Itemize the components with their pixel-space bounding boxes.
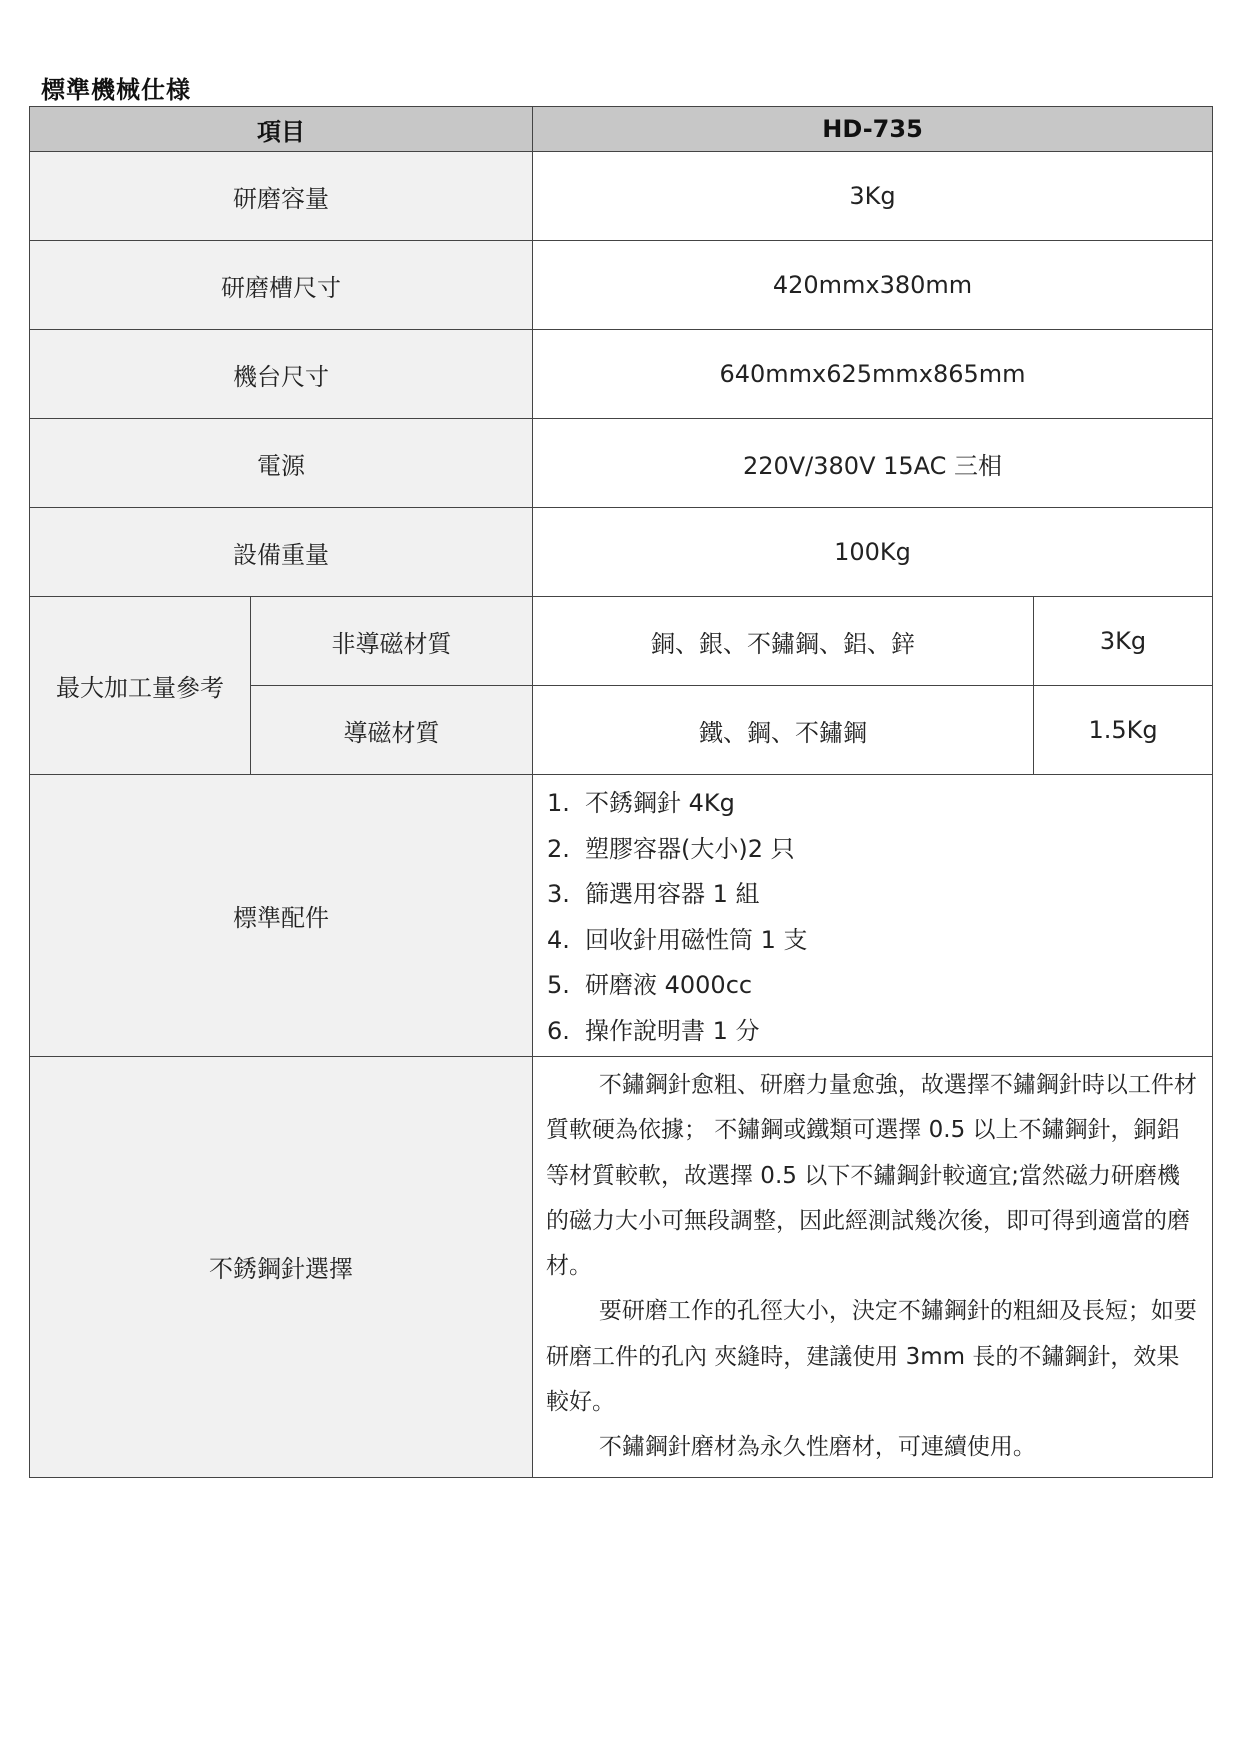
header-item: 項目 xyxy=(30,107,533,152)
description-paragraph: 要研磨工作的孔徑大小，決定不鏽鋼針的粗細及長短；如要研磨工件的孔內 夾縫時，建議使用 3mm 長的不鏽鋼針，效果較好。 xyxy=(546,1298,1197,1416)
table-row xyxy=(30,152,1213,241)
description-paragraph: 不鏽鋼針磨材為永久性磨材，可連續使用。 xyxy=(598,1434,1036,1461)
list-text: 回收針用磁性筒 1 支 xyxy=(585,925,808,954)
list-item xyxy=(547,781,1212,827)
list-number: 2. xyxy=(547,834,570,863)
table-row-accessories xyxy=(30,775,1213,1057)
list-item xyxy=(547,1009,1212,1055)
material-list: 鐵、鋼、不鏽鋼 xyxy=(533,686,1034,775)
row-label: 電源 xyxy=(30,419,533,508)
list-text: 操作說明書 1 分 xyxy=(585,1016,760,1045)
row-label: 研磨容量 xyxy=(30,152,533,241)
max-load-label: 最大加工量參考 xyxy=(30,597,251,775)
accessories-list xyxy=(533,775,1212,1056)
list-text: 研磨液 4000cc xyxy=(585,971,753,999)
list-item xyxy=(547,963,1212,1009)
list-number: 3. xyxy=(547,880,570,908)
list-number: 4. xyxy=(547,925,570,954)
needle-selection-label: 不銹鋼針選擇 xyxy=(30,1057,533,1478)
needle-selection-description xyxy=(533,1057,1212,1477)
document-title: 標準機械仕様 xyxy=(41,76,191,104)
list-item xyxy=(547,872,1212,918)
table-header-row xyxy=(30,107,1213,152)
table-row xyxy=(30,419,1213,508)
accessories-cell xyxy=(533,775,1213,1057)
row-value: 420mmx380mm xyxy=(533,241,1213,330)
material-list: 銅、銀、不鏽鋼、鋁、鋅 xyxy=(533,597,1034,686)
material-weight: 3Kg xyxy=(1034,597,1213,686)
list-number: 5. xyxy=(547,971,570,999)
header-model: HD-735 xyxy=(533,107,1213,152)
material-weight: 1.5Kg xyxy=(1034,686,1213,775)
list-text: 不銹鋼針 4Kg xyxy=(585,789,735,817)
row-value: 3Kg xyxy=(533,152,1213,241)
table-row-needle-selection xyxy=(30,1057,1213,1478)
accessories-label: 標準配件 xyxy=(30,775,533,1057)
row-value: 220V/380V 15AC 三相 xyxy=(533,419,1213,508)
list-item xyxy=(547,918,1212,964)
material-type: 導磁材質 xyxy=(251,686,533,775)
spec-table xyxy=(29,106,1213,1478)
list-item xyxy=(547,827,1212,873)
table-row xyxy=(30,241,1213,330)
table-row xyxy=(30,508,1213,597)
table-row xyxy=(30,330,1213,419)
row-value: 640mmx625mmx865mm xyxy=(533,330,1213,419)
row-label: 設備重量 xyxy=(30,508,533,597)
list-number: 6. xyxy=(547,1016,570,1045)
list-number: 1. xyxy=(547,789,570,817)
row-value: 100Kg xyxy=(533,508,1213,597)
list-text: 篩選用容器 1 組 xyxy=(585,880,760,908)
description-paragraph: 不鏽鋼針愈粗、研磨力量愈強，故選擇不鏽鋼針時以工件材質軟硬為依據； 不鏽鋼或鐵類可選擇 0.5 以上不鏽鋼針，銅鋁等材質較軟，故選擇 0.5 以下不鏽鋼針較適宜;當然磁力研磨機的磁力大小可無段調整，因此經測試幾次後，即可得到適當的磨材。 xyxy=(546,1072,1197,1280)
table-row-max-load xyxy=(30,597,1213,686)
needle-selection-cell xyxy=(533,1057,1213,1478)
row-label: 機台尺寸 xyxy=(30,330,533,419)
list-text: 塑膠容器(大小)2 只 xyxy=(585,834,795,863)
material-type: 非導磁材質 xyxy=(251,597,533,686)
row-label: 研磨槽尺寸 xyxy=(30,241,533,330)
